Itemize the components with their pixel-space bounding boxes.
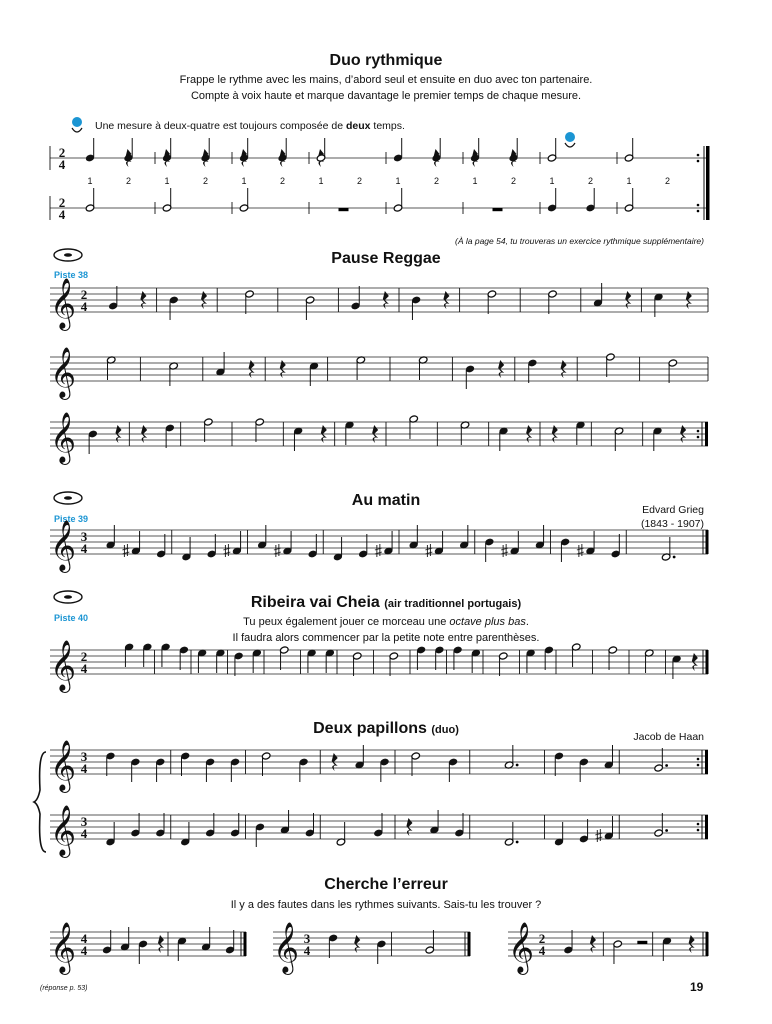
duo-rythmique-title: Duo rythmique xyxy=(329,52,443,69)
repeat-dot xyxy=(697,436,700,439)
time-signature-top: 3 xyxy=(80,749,88,764)
ribeira-line-2: Il faudra alors commencer par la petite note entre parenthèses. xyxy=(232,632,540,644)
time-signature-top: 2 xyxy=(80,287,88,302)
sharp-sign xyxy=(577,544,584,557)
dot xyxy=(673,556,676,559)
cherche-erreur-title: Cherche l’erreur xyxy=(324,876,448,893)
dot xyxy=(516,841,519,844)
time-signature-bottom: 4 xyxy=(80,826,88,841)
page-number: 19 xyxy=(690,980,704,994)
barline-thick xyxy=(244,932,247,956)
deux-papillons-composer: Jacob de Haan xyxy=(633,731,704,743)
answer-page-note: (réponse p. 53) xyxy=(40,985,88,992)
rhythm-time-signature-top: 2 xyxy=(58,145,66,160)
repeat-dot xyxy=(697,430,700,433)
composer-name-grieg: Edvard Grieg xyxy=(642,504,704,516)
composer-dates-grieg: (1843 - 1907) xyxy=(640,518,704,530)
cd-icon-hole xyxy=(64,595,72,599)
duo-final-barline-thick xyxy=(706,146,710,220)
clapping-hands-icon xyxy=(565,132,575,142)
repeat-dot xyxy=(697,154,700,157)
rhythm-time-signature-bottom: 4 xyxy=(58,157,66,172)
repeat-dot xyxy=(697,823,700,826)
whole-rest xyxy=(493,208,503,211)
treble-clef: 𝄞 xyxy=(508,922,535,973)
time-signature-top: 3 xyxy=(80,529,88,544)
count-beat-1: 1 xyxy=(318,176,324,186)
count-beat-1: 1 xyxy=(164,176,170,186)
count-beat-2: 2 xyxy=(433,176,440,186)
sharp-sign xyxy=(274,544,281,557)
repeat-dot xyxy=(697,829,700,832)
barline-thick xyxy=(705,422,708,446)
time-signature-bottom: 4 xyxy=(303,943,311,958)
count-beat-2: 2 xyxy=(664,176,671,186)
clapping-hands-icon-lines xyxy=(565,143,575,147)
piste-40-label: Piste 40 xyxy=(54,613,89,623)
clapping-hands-icon xyxy=(72,117,82,127)
repeat-dot xyxy=(697,210,700,213)
reggae-staff-1 xyxy=(50,288,708,312)
barline-thick xyxy=(705,750,708,774)
erreur-staff-1 xyxy=(50,932,246,956)
treble-clef: 𝄞 xyxy=(50,740,77,791)
duo-page-reference: (À la page 54, tu trouveras un exercice rythmique supplémentaire) xyxy=(455,236,704,246)
rhythm-time-signature-top: 2 xyxy=(58,195,66,210)
count-beat-2: 2 xyxy=(587,176,594,186)
time-signature-top: 2 xyxy=(538,931,546,946)
treble-clef: 𝄞 xyxy=(273,922,300,973)
repeat-dot xyxy=(697,160,700,163)
count-beat-1: 1 xyxy=(626,176,632,186)
treble-clef: 𝄞 xyxy=(50,412,77,463)
clapping-hands-icon-lines xyxy=(72,128,82,132)
time-signature-top: 3 xyxy=(303,931,311,946)
deux-papillons-title: Deux papillons (duo) xyxy=(313,720,459,737)
time-signature-bottom: 4 xyxy=(80,661,88,676)
piste-38-label: Piste 38 xyxy=(54,270,89,280)
count-beat-2: 2 xyxy=(356,176,363,186)
treble-clef: 𝄞 xyxy=(50,805,77,856)
dot xyxy=(516,764,519,767)
barline-thick xyxy=(706,530,709,554)
system-brace xyxy=(34,752,46,852)
ribeira-title: Ribeira vai Cheia (air traditionnel portugais) xyxy=(250,594,522,611)
repeat-dot xyxy=(697,204,700,207)
time-signature-top: 3 xyxy=(80,814,88,829)
half-rest xyxy=(637,941,647,944)
barline-thick xyxy=(706,650,709,674)
treble-clef: 𝄞 xyxy=(50,347,77,398)
sharp-sign xyxy=(223,544,230,557)
sharp-sign xyxy=(122,544,129,557)
duo-instruction-line-1: Frappe le rythme avec les mains, d’abord seul et ensuite en duo avec ton partenaire. xyxy=(179,74,593,86)
time-signature-bottom: 4 xyxy=(80,761,88,776)
barline-thick xyxy=(705,815,708,839)
sharp-sign xyxy=(375,544,382,557)
time-signature-bottom: 4 xyxy=(538,943,546,958)
time-signature-bottom: 4 xyxy=(80,541,88,556)
sharp-sign xyxy=(501,544,508,557)
treble-clef: 𝄞 xyxy=(50,640,77,691)
treble-clef: 𝄞 xyxy=(50,520,77,571)
count-beat-1: 1 xyxy=(472,176,478,186)
time-signature-top: 2 xyxy=(80,649,88,664)
count-beat-2: 2 xyxy=(510,176,517,186)
whole-rest xyxy=(339,208,349,211)
erreur-staff-2 xyxy=(273,932,470,956)
ribeira-line-1: Tu peux également jouer ce morceau une octave plus bas. xyxy=(243,616,529,628)
barline-thick xyxy=(706,932,709,956)
rhythm-time-signature-bottom: 4 xyxy=(58,207,66,222)
sharp-sign xyxy=(595,829,602,842)
count-beat-2: 2 xyxy=(125,176,132,186)
count-beat-1: 1 xyxy=(395,176,401,186)
cd-icon-hole xyxy=(64,496,72,500)
treble-clef: 𝄞 xyxy=(50,922,77,973)
count-beat-1: 1 xyxy=(549,176,555,186)
repeat-dot xyxy=(697,758,700,761)
treble-clef: 𝄞 xyxy=(50,278,77,329)
pause-reggae-title: Pause Reggae xyxy=(331,250,441,267)
barline-thick xyxy=(468,932,471,956)
au-matin-staff xyxy=(50,530,708,554)
cherche-erreur-instruction: Il y a des fautes dans les rythmes suivants. Sais-tu les trouver ? xyxy=(230,899,542,911)
count-beat-1: 1 xyxy=(87,176,93,186)
cd-icon-hole xyxy=(64,253,72,257)
duo-instruction-line-2: Compte à voix haute et marque davantage le premier temps de chaque mesure. xyxy=(190,90,582,102)
count-beat-2: 2 xyxy=(279,176,286,186)
time-signature-top: 4 xyxy=(80,931,88,946)
dot xyxy=(665,764,668,767)
time-signature-bottom: 4 xyxy=(80,299,88,314)
duo-tip: Une mesure à deux-quatre est toujours composée de deux temps. xyxy=(95,120,405,132)
time-signature-bottom: 4 xyxy=(80,943,88,958)
au-matin-title: Au matin xyxy=(351,492,421,509)
reggae-staff-3 xyxy=(50,422,708,446)
count-beat-1: 1 xyxy=(241,176,247,186)
repeat-dot xyxy=(697,764,700,767)
count-beat-2: 2 xyxy=(202,176,209,186)
dot xyxy=(665,829,668,832)
sharp-sign xyxy=(425,544,432,557)
piste-39-label: Piste 39 xyxy=(54,514,89,524)
